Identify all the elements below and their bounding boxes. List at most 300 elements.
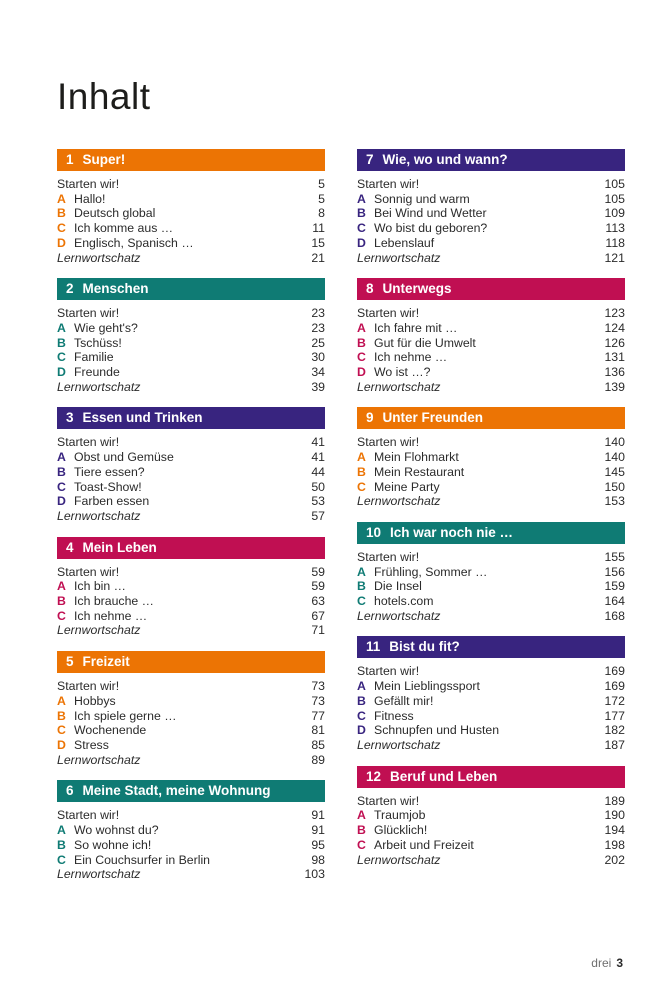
chapter-number: 4: [66, 539, 74, 555]
chapter-title: Unter Freunden: [382, 410, 484, 426]
chapter-title: Essen und Trinken: [82, 410, 203, 426]
toc-entry: [357, 380, 625, 395]
entry-page-number: 182: [604, 723, 625, 738]
chapter-block: [57, 651, 325, 767]
chapter-title: Unterwegs: [382, 281, 452, 297]
entry-letter: B: [57, 708, 66, 723]
chapter-block: [357, 766, 625, 868]
entry-label: Englisch, Spanisch …: [74, 235, 194, 250]
entry-label: Obst und Gemüse: [74, 450, 174, 465]
entry-label: Starten wir!: [57, 564, 120, 579]
toc-entry: [357, 306, 625, 321]
chapter-entry-list: [357, 177, 625, 265]
entry-label: Deutsch global: [74, 206, 156, 221]
entry-letter: B: [357, 335, 366, 350]
entry-page-number: 198: [604, 837, 625, 852]
entry-letter: A: [357, 191, 366, 206]
entry-page-number: 30: [311, 350, 325, 365]
entry-label: Lernwortschatz: [357, 852, 441, 867]
entry-letter: B: [57, 594, 66, 609]
toc-entry: [57, 709, 325, 724]
entry-letter: A: [357, 450, 366, 465]
entry-label: hotels.com: [374, 594, 434, 609]
chapter-block: [57, 149, 325, 265]
chapter-entry-list: [357, 664, 625, 752]
entry-label: Stress: [74, 737, 109, 752]
toc-entry: [357, 221, 625, 236]
entry-letter: A: [57, 579, 66, 594]
toc-entry: [57, 465, 325, 480]
toc-entry: [57, 494, 325, 509]
entry-label: Gut für die Umwelt: [374, 335, 476, 350]
toc-entry: [357, 679, 625, 694]
entry-label: Starten wir!: [357, 177, 420, 191]
toc-entry: [57, 251, 325, 266]
entry-letter: C: [357, 708, 366, 723]
entry-letter: B: [357, 579, 366, 594]
toc-entry: [57, 192, 325, 207]
toc-entry: [57, 206, 325, 221]
entry-label: Mein Lieblingssport: [374, 679, 480, 694]
chapter-header: [357, 766, 625, 788]
toc-entry: [357, 609, 625, 624]
chapter-number: 10: [366, 524, 382, 540]
entry-label: Tiere essen?: [74, 464, 145, 479]
entry-page-number: 73: [311, 679, 325, 694]
entry-letter: A: [57, 693, 66, 708]
entry-page-number: 139: [604, 379, 625, 394]
chapter-title: Freizeit: [82, 654, 130, 670]
entry-label: Ein Couchsurfer in Berlin: [74, 852, 211, 867]
toc-entry: [357, 579, 625, 594]
chapter-number: 5: [66, 654, 74, 670]
entry-label: Arbeit und Freizeit: [374, 837, 474, 852]
entry-letter: A: [357, 679, 366, 694]
entry-page-number: 23: [311, 320, 325, 335]
entry-label: Wo bist du geboren?: [374, 221, 488, 236]
entry-page-number: 168: [604, 608, 625, 623]
entry-page-number: 71: [311, 623, 325, 638]
entry-page-number: 57: [311, 508, 325, 523]
toc-entry: [357, 838, 625, 853]
entry-letter: C: [357, 594, 366, 609]
entry-label: Starten wir!: [357, 664, 420, 679]
entry-letter: D: [57, 737, 66, 752]
toc-entry: [357, 321, 625, 336]
entry-label: Starten wir!: [57, 679, 120, 694]
toc-entry: [357, 794, 625, 809]
entry-letter: B: [357, 206, 366, 221]
toc-entry: [357, 694, 625, 709]
entry-letter: D: [357, 235, 366, 250]
entry-page-number: 8: [318, 206, 325, 221]
entry-label: Starten wir!: [57, 808, 120, 823]
toc-entry: [357, 177, 625, 192]
entry-page-number: 172: [604, 693, 625, 708]
entry-page-number: 105: [604, 177, 625, 191]
toc-entry: [57, 336, 325, 351]
entry-page-number: 156: [604, 564, 625, 579]
entry-label: Die Insel: [374, 579, 422, 594]
chapter-number: 11: [366, 639, 381, 655]
entry-label: Starten wir!: [357, 549, 420, 564]
entry-page-number: 59: [311, 564, 325, 579]
toc-entry: [57, 594, 325, 609]
chapter-block: [357, 278, 625, 394]
entry-letter: C: [57, 608, 66, 623]
entry-page-number: 164: [604, 594, 625, 609]
chapter-number: 3: [66, 410, 74, 426]
entry-label: Lernwortschatz: [357, 608, 441, 623]
entry-page-number: 39: [311, 379, 325, 394]
entry-page-number: 103: [304, 867, 325, 882]
entry-label: Glücklich!: [374, 823, 428, 838]
entry-page-number: 194: [604, 823, 625, 838]
entry-letter: C: [357, 350, 366, 365]
entry-page-number: 81: [311, 723, 325, 738]
chapter-entry-list: [57, 306, 325, 394]
entry-label: Ich nehme …: [74, 608, 148, 623]
chapter-block: [57, 537, 325, 639]
entry-label: Lernwortschatz: [357, 250, 441, 265]
chapter-title: Beruf und Leben: [390, 768, 498, 784]
entry-page-number: 126: [604, 335, 625, 350]
toc-entry: [57, 177, 325, 192]
entry-label: Wie geht's?: [74, 320, 138, 335]
toc-entry: [357, 823, 625, 838]
toc-entry: [57, 738, 325, 753]
entry-label: Meine Party: [374, 479, 440, 494]
chapter-entry-list: [357, 550, 625, 624]
entry-letter: C: [357, 837, 366, 852]
entry-label: Gefällt mir!: [374, 693, 434, 708]
entry-label: Ich brauche …: [74, 594, 154, 609]
entry-page-number: 140: [604, 450, 625, 465]
entry-letter: A: [57, 320, 66, 335]
chapter-block: [357, 636, 625, 752]
toc-entry: [57, 480, 325, 495]
footer-page-number: 3: [616, 956, 623, 970]
toc-entry: [57, 823, 325, 838]
entry-letter: B: [357, 693, 366, 708]
entry-label: Familie: [74, 350, 114, 365]
entry-label: Ich fahre mit …: [374, 320, 458, 335]
chapter-header: [357, 278, 625, 300]
entry-page-number: 113: [605, 221, 625, 236]
toc-entry: [57, 350, 325, 365]
toc-entry: [357, 251, 625, 266]
entry-label: Starten wir!: [57, 435, 120, 450]
chapter-header: [57, 149, 325, 171]
entry-letter: B: [357, 823, 366, 838]
entry-page-number: 41: [311, 450, 325, 465]
entry-page-number: 63: [311, 594, 325, 609]
entry-letter: D: [57, 365, 66, 380]
toc-entry: [357, 550, 625, 565]
chapter-entry-list: [57, 565, 325, 639]
entry-label: Starten wir!: [357, 435, 420, 450]
toc-entry: [57, 509, 325, 524]
entry-label: Mein Restaurant: [374, 464, 465, 479]
chapter-title: Menschen: [82, 281, 149, 297]
entry-page-number: 202: [604, 852, 625, 867]
chapter-entry-list: [357, 306, 625, 394]
toc-entry: [57, 380, 325, 395]
entry-label: Frühling, Sommer …: [374, 564, 488, 579]
chapter-title: Super!: [82, 152, 126, 167]
toc-entry: [57, 221, 325, 236]
entry-page-number: 105: [604, 191, 625, 206]
entry-letter: B: [57, 464, 66, 479]
page-footer: [591, 956, 623, 970]
entry-label: Mein Flohmarkt: [374, 450, 459, 465]
toc-entry: [357, 192, 625, 207]
entry-letter: C: [357, 221, 366, 236]
chapter-header: [57, 278, 325, 300]
toc-entry: [357, 465, 625, 480]
entry-label: Sonnig und warm: [374, 191, 470, 206]
toc-entry: [357, 723, 625, 738]
entry-page-number: 98: [311, 852, 325, 867]
entry-label: Fitness: [374, 708, 414, 723]
chapter-number: 12: [366, 768, 382, 784]
toc-entry: [357, 336, 625, 351]
entry-letter: D: [357, 365, 366, 380]
entry-label: Toast-Show!: [74, 479, 142, 494]
toc-entry: [357, 206, 625, 221]
entry-page-number: 5: [318, 177, 325, 191]
entry-letter: C: [57, 479, 66, 494]
entry-label: Wochenende: [74, 723, 147, 738]
entry-label: Ich spiele gerne …: [74, 708, 177, 723]
entry-label: Lernwortschatz: [57, 379, 141, 394]
entry-page-number: 187: [604, 737, 625, 752]
chapter-header: [57, 537, 325, 559]
chapter-number: 1: [66, 152, 74, 167]
toc-entry: [357, 435, 625, 450]
entry-page-number: 153: [604, 494, 625, 509]
entry-letter: A: [57, 191, 66, 206]
chapter-title: Wie, wo und wann?: [382, 152, 508, 167]
toc-entry: [57, 623, 325, 638]
entry-label: Ich nehme …: [374, 350, 448, 365]
entry-label: Wo ist …?: [374, 365, 431, 380]
entry-page-number: 15: [311, 235, 325, 250]
footer-page-word: drei: [591, 956, 612, 970]
chapter-title: Bist du fit?: [389, 639, 460, 655]
entry-label: Lernwortschatz: [57, 623, 141, 638]
entry-page-number: 50: [311, 479, 325, 494]
chapter-entry-list: [57, 679, 325, 767]
entry-label: Lernwortschatz: [57, 250, 141, 265]
entry-page-number: 123: [604, 306, 625, 321]
entry-letter: C: [57, 852, 66, 867]
entry-page-number: 44: [311, 464, 325, 479]
entry-page-number: 91: [311, 808, 325, 823]
entry-label: So wohne ich!: [74, 837, 152, 852]
toc-entry: [357, 808, 625, 823]
entry-page-number: 89: [311, 752, 325, 767]
entry-page-number: 169: [604, 664, 625, 679]
toc-entry: [57, 321, 325, 336]
entry-label: Freunde: [74, 365, 120, 380]
toc-entry: [357, 664, 625, 679]
entry-page-number: 41: [311, 435, 325, 450]
entry-label: Starten wir!: [57, 177, 120, 191]
entry-label: Wo wohnst du?: [74, 823, 159, 838]
entry-label: Ich bin …: [74, 579, 126, 594]
chapter-number: 9: [366, 410, 374, 426]
entry-page-number: 121: [604, 250, 625, 265]
entry-page-number: 21: [311, 250, 325, 265]
entry-label: Traumjob: [374, 808, 426, 823]
toc-entry: [357, 738, 625, 753]
entry-letter: C: [57, 723, 66, 738]
entry-label: Ich komme aus …: [74, 221, 174, 236]
chapter-entry-list: [357, 435, 625, 509]
entry-page-number: 5: [318, 191, 325, 206]
toc-entry: [57, 808, 325, 823]
entry-page-number: 155: [604, 549, 625, 564]
entry-label: Tschüss!: [74, 335, 122, 350]
chapter-header: [57, 780, 325, 802]
toc-entry: [57, 723, 325, 738]
entry-letter: C: [57, 221, 66, 236]
chapter-number: 2: [66, 281, 74, 297]
toc-entry: [357, 350, 625, 365]
entry-letter: D: [57, 494, 66, 509]
toc-entry: [357, 565, 625, 580]
toc-entry: [357, 494, 625, 509]
entry-letter: A: [357, 808, 366, 823]
chapter-block: [57, 780, 325, 882]
entry-letter: C: [57, 350, 66, 365]
chapter-block: [57, 407, 325, 523]
entry-page-number: 11: [312, 221, 325, 236]
entry-letter: B: [357, 464, 366, 479]
entry-label: Hobbys: [74, 693, 116, 708]
entry-page-number: 150: [604, 479, 625, 494]
toc-entry: [57, 450, 325, 465]
chapter-title: Meine Stadt, meine Wohnung: [82, 783, 271, 799]
toc-entry: [357, 450, 625, 465]
toc-column-left: [57, 149, 325, 895]
entry-label: Starten wir!: [57, 306, 120, 321]
entry-letter: A: [57, 450, 66, 465]
chapter-block: [357, 149, 625, 265]
entry-page-number: 136: [604, 365, 625, 380]
toc-entry: [57, 753, 325, 768]
entry-page-number: 85: [311, 737, 325, 752]
chapter-number: 7: [366, 152, 374, 167]
entry-page-number: 23: [311, 306, 325, 321]
entry-page-number: 67: [311, 608, 325, 623]
toc-entry: [357, 365, 625, 380]
entry-page-number: 34: [311, 365, 325, 380]
toc-entry: [57, 853, 325, 868]
chapter-header: [357, 522, 625, 544]
entry-letter: B: [57, 206, 66, 221]
toc-columns: [57, 149, 625, 895]
toc-entry: [57, 365, 325, 380]
chapter-header: [357, 636, 625, 658]
entry-label: Lernwortschatz: [57, 752, 141, 767]
entry-letter: D: [357, 723, 366, 738]
chapter-title: Mein Leben: [82, 539, 157, 555]
entry-page-number: 189: [604, 793, 625, 808]
toc-entry: [357, 709, 625, 724]
entry-page-number: 77: [311, 708, 325, 723]
toc-entry: [57, 435, 325, 450]
toc-entry: [357, 480, 625, 495]
entry-label: Bei Wind und Wetter: [374, 206, 487, 221]
chapter-entry-list: [357, 794, 625, 868]
entry-page-number: 53: [311, 494, 325, 509]
entry-page-number: 118: [605, 235, 625, 250]
toc-entry: [357, 853, 625, 868]
toc-entry: [57, 838, 325, 853]
chapter-title: Ich war noch nie …: [390, 524, 514, 540]
toc-entry: [57, 236, 325, 251]
entry-letter: B: [57, 335, 66, 350]
entry-page-number: 95: [311, 837, 325, 852]
chapter-header: [57, 651, 325, 673]
entry-label: Hallo!: [74, 191, 106, 206]
entry-label: Lernwortschatz: [57, 867, 141, 882]
entry-label: Starten wir!: [357, 793, 420, 808]
chapter-entry-list: [57, 808, 325, 882]
entry-label: Lernwortschatz: [357, 737, 441, 752]
entry-letter: C: [357, 479, 366, 494]
chapter-entry-list: [57, 177, 325, 265]
entry-page-number: 169: [604, 679, 625, 694]
entry-page-number: 109: [604, 206, 625, 221]
chapter-header: [357, 407, 625, 429]
entry-label: Starten wir!: [357, 306, 420, 321]
entry-letter: A: [357, 320, 366, 335]
chapter-number: 6: [66, 783, 74, 799]
chapter-header: [357, 149, 625, 171]
entry-page-number: 124: [604, 320, 625, 335]
entry-page-number: 91: [311, 823, 325, 838]
entry-page-number: 145: [604, 464, 625, 479]
entry-label: Lernwortschatz: [357, 494, 441, 509]
chapter-header: [57, 407, 325, 429]
entry-letter: A: [57, 823, 66, 838]
entry-label: Schnupfen und Husten: [374, 723, 500, 738]
toc-entry: [357, 594, 625, 609]
toc-entry: [57, 867, 325, 882]
entry-letter: B: [57, 837, 66, 852]
entry-label: Lernwortschatz: [357, 379, 441, 394]
entry-label: Lebenslauf: [374, 235, 435, 250]
entry-letter: D: [57, 235, 66, 250]
entry-label: Lernwortschatz: [57, 508, 141, 523]
entry-page-number: 25: [311, 335, 325, 350]
entry-page-number: 190: [604, 808, 625, 823]
toc-entry: [57, 579, 325, 594]
entry-letter: A: [357, 564, 366, 579]
toc-column-right: [357, 149, 625, 895]
toc-entry: [57, 679, 325, 694]
chapter-block: [357, 522, 625, 624]
entry-page-number: 159: [604, 579, 625, 594]
toc-entry: [57, 609, 325, 624]
toc-entry: [357, 236, 625, 251]
entry-label: Farben essen: [74, 494, 150, 509]
chapter-block: [57, 278, 325, 394]
chapter-number: 8: [366, 281, 374, 297]
